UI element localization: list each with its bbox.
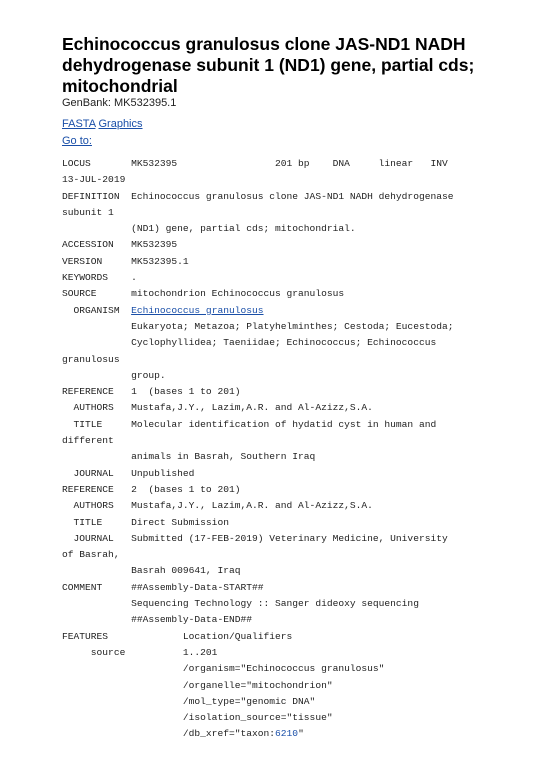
- reference-line: REFERENCE 2 (bases 1 to 201): [62, 483, 241, 495]
- accession-version-label: GenBank: MK532395.1: [62, 97, 177, 109]
- fasta-link[interactable]: FASTA: [62, 118, 96, 130]
- comment-line: Sequencing Technology :: Sanger dideoxy sequencing: [62, 598, 419, 610]
- organism-line: [62, 303, 532, 319]
- lineage-line: group.: [62, 369, 166, 381]
- qualifier-line: /organism="Echinococcus granulosus": [62, 663, 385, 675]
- format-links: [62, 118, 143, 130]
- page-title: Echinococcus granulosus clone JAS-ND1 NADH dehydrogenase subunit 1 (ND1) gene, partial cds; mitochondrial: [62, 34, 475, 96]
- definition-line: (ND1) gene, partial cds; mitochondrial.: [62, 223, 356, 235]
- graphics-link[interactable]: Graphics: [98, 118, 143, 130]
- db-xref-suffix: ": [298, 728, 304, 740]
- journal-line: of Basrah,: [62, 549, 120, 561]
- journal-line: JOURNAL Unpublished: [62, 467, 195, 479]
- qualifier-line: /organelle="mitochondrion": [62, 679, 333, 691]
- lineage-line: Cyclophyllidea; Taeniidae; Echinococcus; Echinococcus: [62, 337, 437, 349]
- title-line: different: [62, 435, 114, 447]
- title-line: animals in Basrah, Southern Iraq: [62, 451, 316, 463]
- keywords-line: KEYWORDS .: [62, 272, 137, 284]
- comment-line: ##Assembly-Data-END##: [62, 614, 252, 626]
- lineage-line: Eukaryota; Metazoa; Platyhelminthes; Cestoda; Eucestoda;: [62, 320, 454, 332]
- feature-source-line: source 1..201: [62, 646, 218, 658]
- qualifier-line: /isolation_source="tissue": [62, 712, 333, 724]
- version-line: VERSION MK532395.1: [62, 255, 189, 267]
- journal-line: Basrah 009641, Iraq: [62, 565, 241, 577]
- db-xref-line: [62, 726, 532, 742]
- locus-line: LOCUS MK532395 201 bp DNA linear INV: [62, 158, 448, 169]
- authors-line: AUTHORS Mustafa,J.Y., Lazim,A.R. and Al-Azizz,S.A.: [62, 402, 373, 414]
- source-line: SOURCE mitochondrion Echinococcus granulosus: [62, 288, 345, 300]
- lineage-line: granulosus: [62, 353, 120, 365]
- db-xref-prefix: /db_xref="taxon:: [62, 728, 276, 740]
- qualifier-line: /mol_type="genomic DNA": [62, 695, 316, 707]
- accession-line: ACCESSION MK532395: [62, 239, 178, 251]
- features-line: FEATURES Location/Qualifiers: [62, 630, 293, 642]
- comment-line: COMMENT ##Assembly-Data-START##: [62, 581, 264, 593]
- definition-line: subunit 1: [62, 206, 114, 218]
- reference-line: REFERENCE 1 (bases 1 to 201): [62, 386, 241, 398]
- journal-line: JOURNAL Submitted (17-FEB-2019) Veterinary Medicine, University: [62, 532, 448, 544]
- goto-menu: [62, 135, 92, 147]
- title-line: TITLE Molecular identification of hydatid cyst in human and: [62, 418, 437, 430]
- authors-line: AUTHORS Mustafa,J.Y., Lazim,A.R. and Al-Azizz,S.A.: [62, 500, 373, 512]
- flatfile-record: [62, 156, 532, 743]
- locus-date-line: 13-JUL-2019: [62, 174, 126, 186]
- organism-link[interactable]: Echinococcus granulosus: [131, 304, 264, 316]
- definition-line: DEFINITION Echinococcus granulosus clone JAS-ND1 NADH dehydrogenase: [62, 190, 454, 202]
- taxon-id-link[interactable]: 6210: [275, 728, 299, 740]
- organism-key: ORGANISM: [62, 304, 132, 316]
- title-line: TITLE Direct Submission: [62, 516, 229, 528]
- goto-link[interactable]: Go to:: [62, 135, 92, 147]
